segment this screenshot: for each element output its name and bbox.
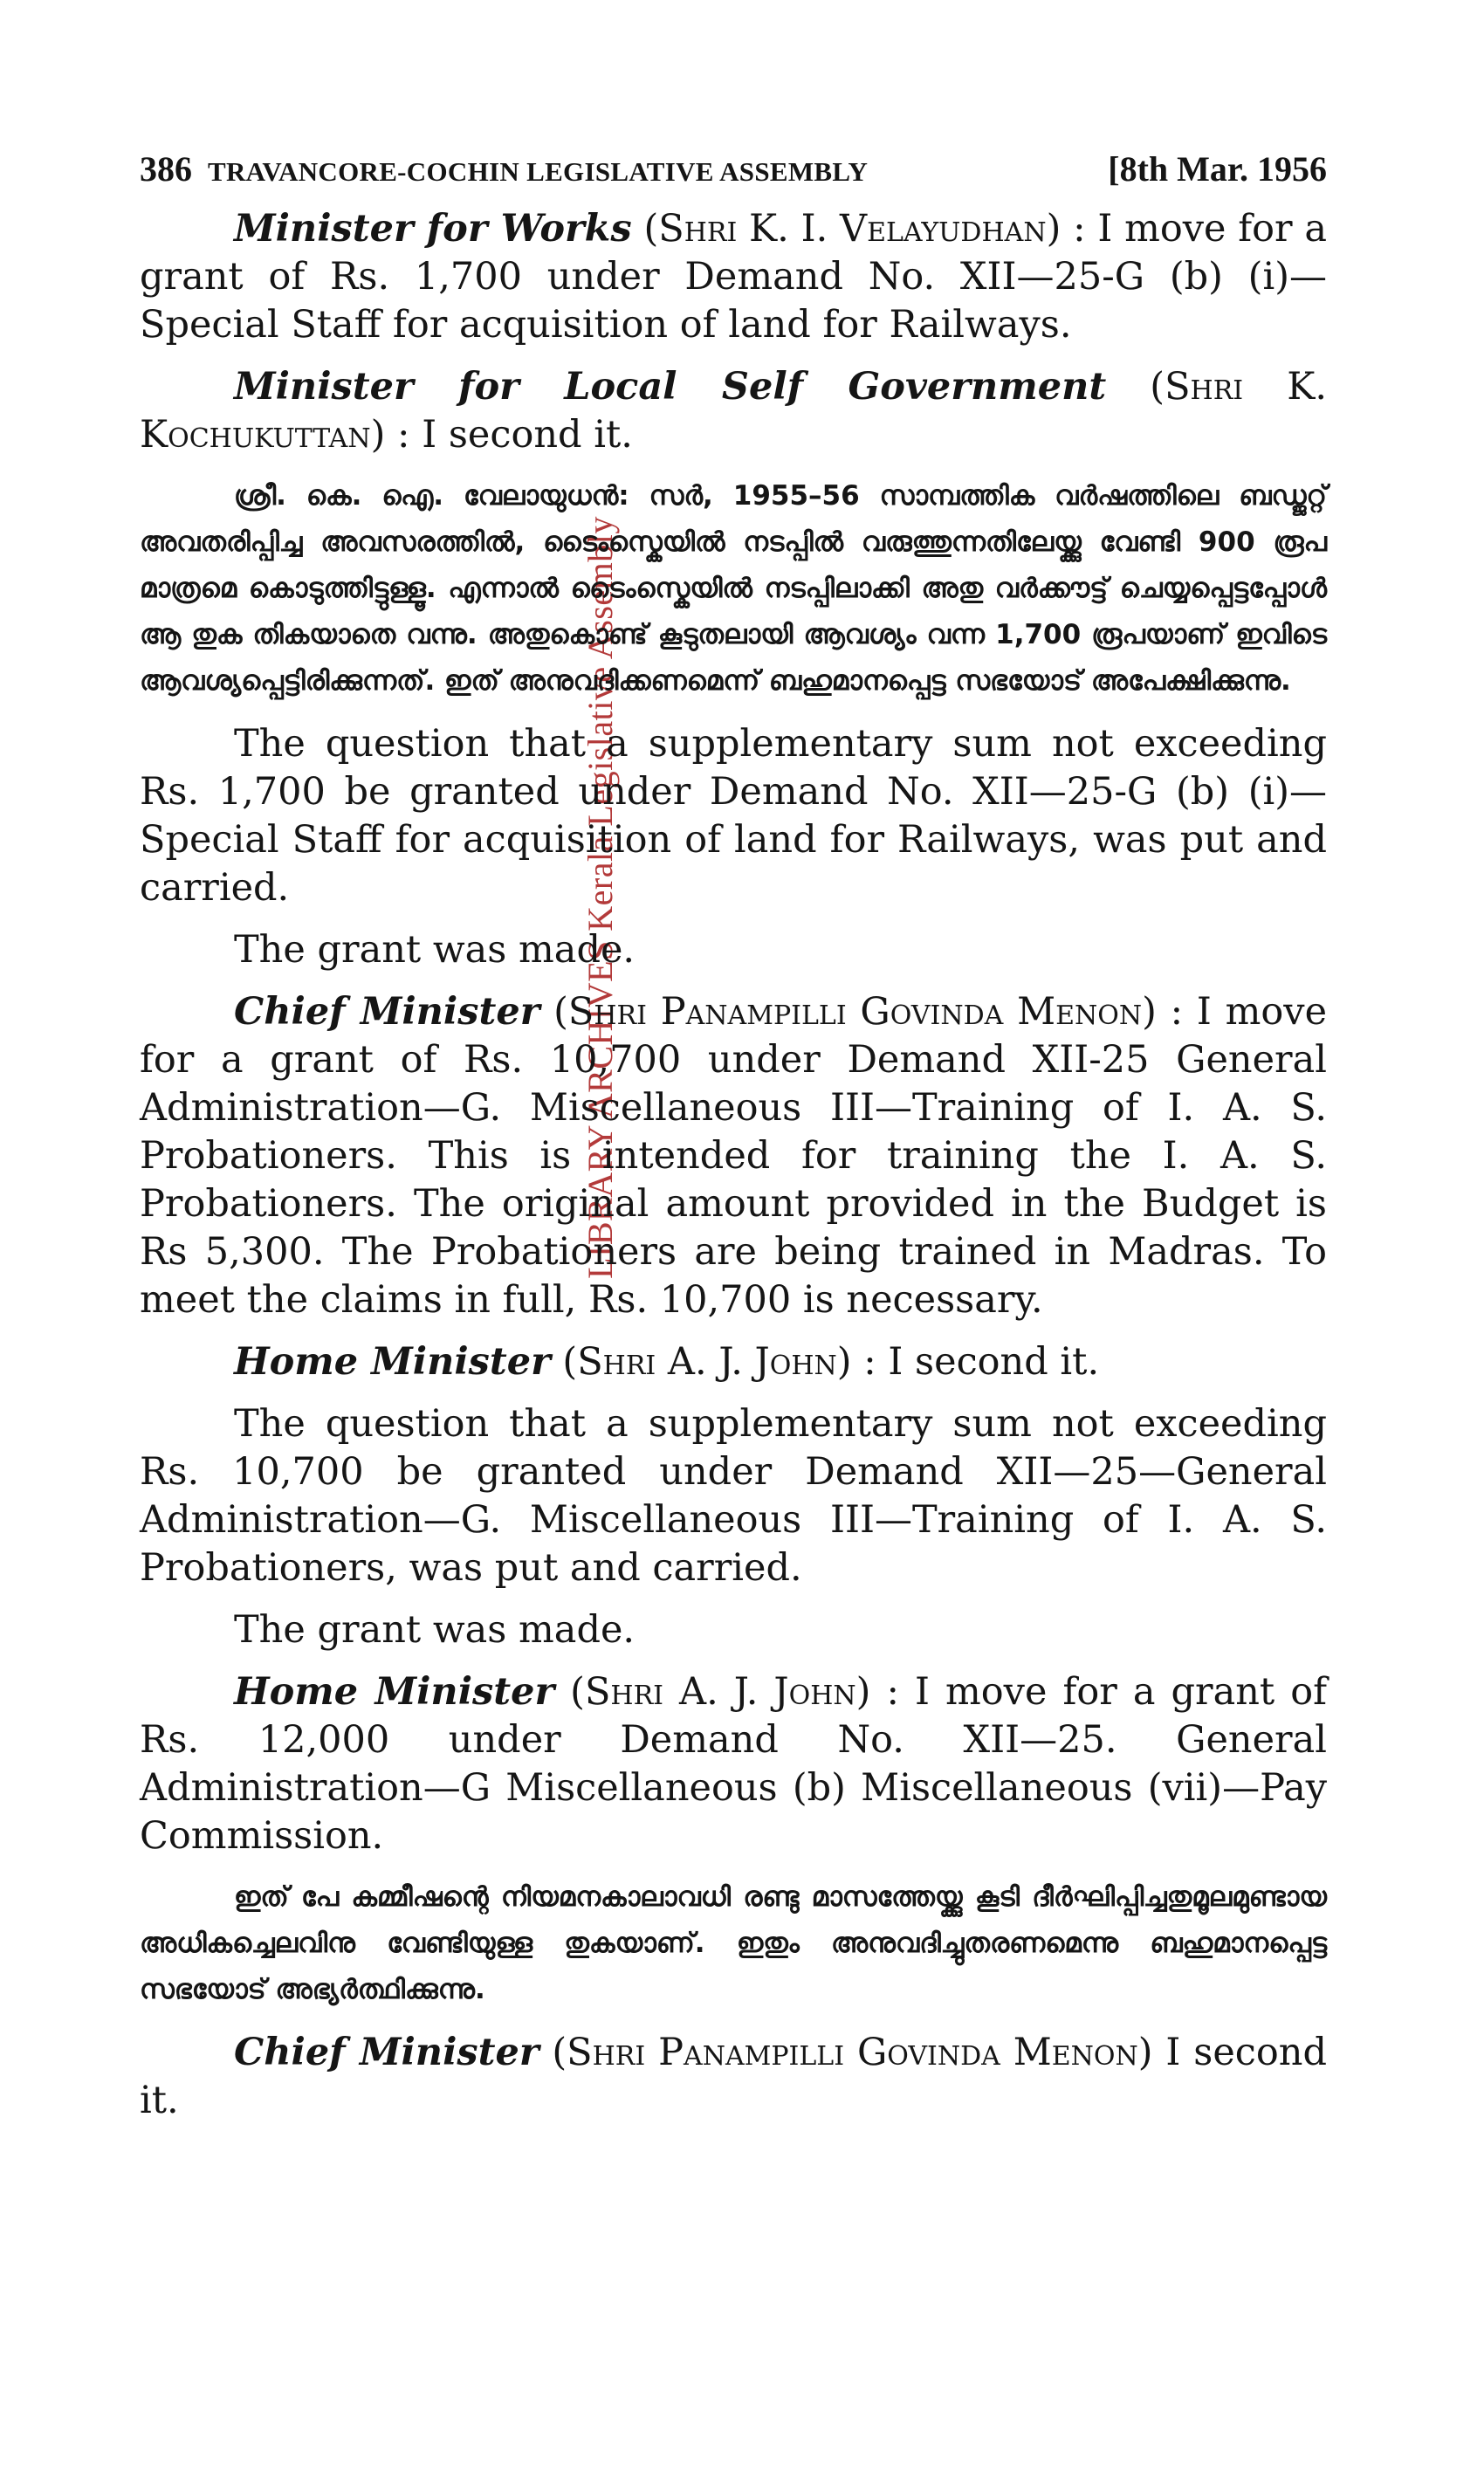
- grant-result: The grant was made.: [234, 928, 636, 972]
- page-number: 386: [140, 149, 192, 189]
- speaker-name: (Shri K. Kochukuttan): [140, 365, 1328, 457]
- speech-text: : I second it.: [863, 1340, 1100, 1384]
- speaker-title: Minister for Local Self Government: [234, 365, 1107, 409]
- question-paragraph: The question that a supplementary sum not exceeding Rs. 10,700 be granted under Demand XII—25—General Administration—G. Miscellaneous III—Training of I. A. S. Probationers, was put and carried.: [140, 1402, 1327, 1590]
- speaker-title: Home Minister: [234, 1670, 555, 1714]
- speaker-name: (Shri Panampilli Govinda Menon): [552, 2031, 1153, 2074]
- speech-text: I second it.: [140, 2031, 1327, 2122]
- archive-watermark: LIBRARY ARCHIVES Kerala Legislative Assembly: [581, 516, 620, 1279]
- speaker-title: Home Minister: [234, 1340, 551, 1384]
- assembly-title: TRAVANCORE-COCHIN LEGISLATIVE ASSEMBLY: [208, 156, 869, 187]
- speaker-name: (Shri A. J. John): [562, 1340, 852, 1384]
- speech-text: : I move for a grant of Rs. 1,700 under Demand No. XII—25-G (b) (i)—Special Staff for acquisition of land for Railways.: [140, 207, 1328, 347]
- speech-paragraph: [140, 363, 1327, 459]
- page-header: [140, 148, 1327, 189]
- speaker-name: (Shri Panampilli Govinda Menon): [553, 990, 1157, 1034]
- malayalam-speech: ഇത് പേ കമ്മീഷന്റെ നിയമനകാലാവധി രണ്ടു മാസത്തേയ്ക്കു കൂടി ദീർഘിപ്പിച്ചതുമൂലമുണ്ടായ അധികച്ചെലവിനു വേണ്ടിയുള്ള തുകയാണ്. ഇതും അനുവദിച്ചുതരണമെന്നു ബഹുമാനപ്പെട്ട സഭയോട് അഭ്യർത്ഥിക്കുന്നു.: [140, 1881, 1327, 2005]
- speaker-title: Chief Minister: [234, 2031, 539, 2074]
- speech-paragraph: [140, 1668, 1327, 1860]
- speaker-name: (Shri K. I. Velayudhan): [643, 207, 1061, 251]
- session-date: [8th Mar. 1956: [1108, 149, 1327, 189]
- speaker-name: (Shri A. J. John): [570, 1670, 871, 1714]
- speech-paragraph: [140, 205, 1327, 349]
- speech-text: : I second it.: [397, 413, 633, 457]
- speech-paragraph: [140, 988, 1327, 1324]
- document-page: [140, 148, 1327, 2139]
- grant-result: The grant was made.: [234, 1608, 636, 1652]
- speech-text: : I move for a grant of Rs. 10,700 under Demand XII-25 General Administration—G. Miscellaneous III—Training of I. A. S. Probationers. This is intended for training the I. A. S. Probationers. The original amount provided in the Budget is Rs 5,300. The Probationers are being trained in Madras. To meet the claims in full, Rs. 10,700 is necessary.: [140, 990, 1328, 1322]
- speaker-title: Chief Minister: [234, 990, 540, 1034]
- speech-paragraph: [140, 1338, 1327, 1386]
- speech-paragraph: [140, 2029, 1327, 2125]
- question-paragraph: The question that a supplementary sum not exceeding Rs. 1,700 be granted under Demand No. XII—25-G (b) (i)—Special Staff for acquisition of land for Railways, was put and carried.: [140, 722, 1327, 910]
- speech-text: : I move for a grant of Rs. 12,000 under Demand No. XII—25. General Administration—G Miscellaneous (b) Miscellaneous (vii)—Pay Commission.: [140, 1670, 1328, 1858]
- malayalam-speech: ശ്രീ. കെ. ഐ. വേലായുധൻ: സർ, 1955–56 സാമ്പത്തിക വർഷത്തിലെ ബഡ്ജറ്റ് അവതരിപ്പിച്ച അവസരത്തിൽ, ടൈംസ്കെയിൽ നടപ്പിൽ വരുത്തുന്നതിലേയ്ക്കു വേണ്ടി 900 രൂപ മാത്രമെ കൊടുത്തിട്ടുള്ളൂ. എന്നാൽ ടൈംസ്കെയിൽ നടപ്പിലാക്കി അതു വർക്കൗട്ട് ചെയ്യപ്പെട്ടപ്പോൾ ആ തുക തികയാതെ വന്നു. അതുകൊണ്ട് കൂടുതലായി ആവശ്യം വന്ന 1,700 രൂപയാണ് ഇവിടെ ആവശ്യപ്പെട്ടിരിക്കുന്നത്. ഇത് അനുവദിക്കണമെന്ന് ബഹുമാനപ്പെട്ട സഭയോട് അപേക്ഷിക്കുന്നു.: [140, 480, 1327, 697]
- speaker-title: Minister for Works: [234, 207, 632, 251]
